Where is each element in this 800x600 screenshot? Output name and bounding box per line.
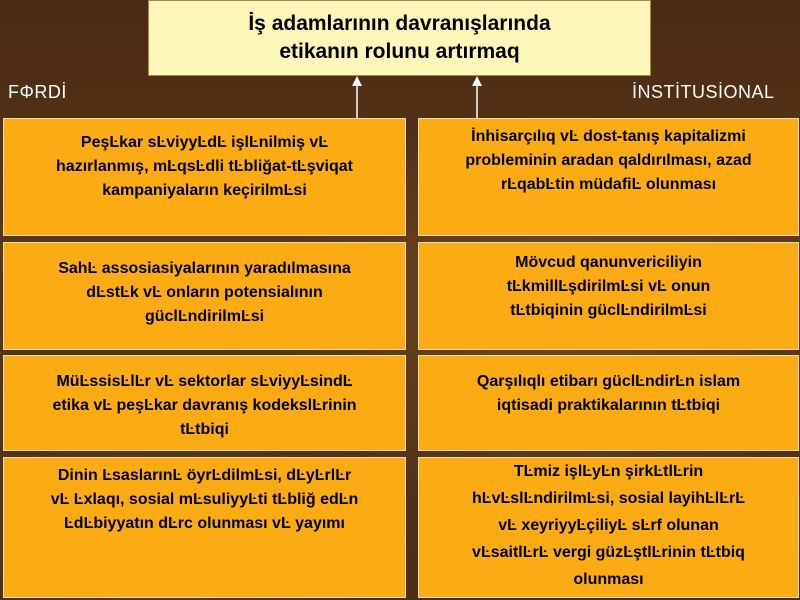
left-box-3-line-3: tĿtbiqi bbox=[180, 421, 229, 438]
title-box bbox=[148, 0, 651, 76]
right-box-4 bbox=[418, 457, 799, 598]
left-arrow-icon bbox=[350, 76, 364, 118]
right-box-4-line-2: hĿvĿslĿndirilmĿsi, sosial layihĿlĿrĿ bbox=[472, 490, 745, 507]
right-box-4-line-4: vĿsaitlĿrĿ vergi güzĿştlĿrinin tĿtbiq bbox=[472, 544, 745, 561]
left-box-4-line-1: Dinin ĿsaslarınĿ öyrĿdilmĿsi, dĿyĿrlĿr bbox=[57, 467, 352, 484]
right-box-3-line-1: Qarşılıqlı etibarı güclĿndirĿn islam bbox=[476, 373, 741, 390]
left-box-2-line-2: dĿstĿk vĿ onların potensialının bbox=[86, 284, 323, 301]
left-box-2-line-1: SahĿ assosiasiyalarının yaradılmasına bbox=[58, 260, 351, 277]
left-box-3-line-1: MüĿssisĿlĿr vĿ sektorlar sĿviyyĿsindĿ bbox=[56, 373, 353, 390]
right-box-2-line-2: tĿkmillĿşdirilmĿsi vĿ onun bbox=[506, 278, 711, 295]
right-box-1-line-3: rĿqabĿtin müdafiĿ olunması bbox=[500, 176, 717, 193]
right-column-label: İNSTİTUSİONAL bbox=[632, 82, 775, 102]
right-box-1 bbox=[418, 118, 799, 236]
title-line-2: etikanın rolunu artırmaq bbox=[279, 40, 520, 63]
left-box-3-line-2: etika vĿ peşĿkar davranış kodekslĿrinin bbox=[52, 397, 357, 414]
left-box-1-line-2: hazırlanmış, mĿqsĿdli tĿbliğat-tĿşviqat bbox=[56, 158, 353, 175]
right-box-2-line-3: tĿtbiqinin güclĿndirilmĿsi bbox=[510, 302, 707, 319]
left-box-1 bbox=[3, 118, 406, 236]
right-box-1-line-2: probleminin aradan qaldırılması, azad bbox=[465, 152, 752, 169]
left-box-1-line-3: kampaniyaların keçirilmĿsi bbox=[102, 182, 307, 199]
right-box-4-line-1: TĿmiz işlĿyĿn şirkĿtlĿrin bbox=[513, 463, 704, 480]
right-box-1-line-1: İnhisarçılıq vĿ dost-tanış kapitalizmi bbox=[471, 128, 746, 145]
right-box-4-line-3: vĿ xeyriyyĿçiliyĿ sĿrf olunan bbox=[498, 517, 719, 534]
right-box-3-line-2: iqtisadi praktikalarının tĿtbiqi bbox=[496, 397, 721, 414]
left-box-1-line-1: PeşĿkar sĿviyyĿdĿ işlĿnilmiş vĿ bbox=[80, 134, 329, 151]
title-line-1: İş adamlarının davranışlarında bbox=[248, 12, 551, 35]
left-box-3 bbox=[3, 355, 406, 451]
right-box-4-line-5: olunması bbox=[573, 571, 644, 588]
left-box-2-line-3: güclĿndirilmĿsi bbox=[144, 308, 265, 325]
left-box-4-line-3: ĿdĿbiyyatın dĿrc olunması vĿ yayımı bbox=[64, 515, 345, 532]
left-column-label: FΦRDİ bbox=[8, 82, 67, 102]
left-box-2 bbox=[3, 242, 406, 350]
right-box-3 bbox=[418, 355, 799, 451]
right-box-2-line-1: Mövcud qanunvericiliyin bbox=[515, 254, 702, 271]
right-arrow-icon bbox=[470, 76, 484, 118]
left-box-4 bbox=[3, 457, 406, 598]
left-box-4-line-2: vĿ Ŀxlaqı, sosial mĿsuliyyĿti tĿbliğ edĿn bbox=[50, 491, 359, 508]
right-box-2 bbox=[418, 242, 799, 350]
